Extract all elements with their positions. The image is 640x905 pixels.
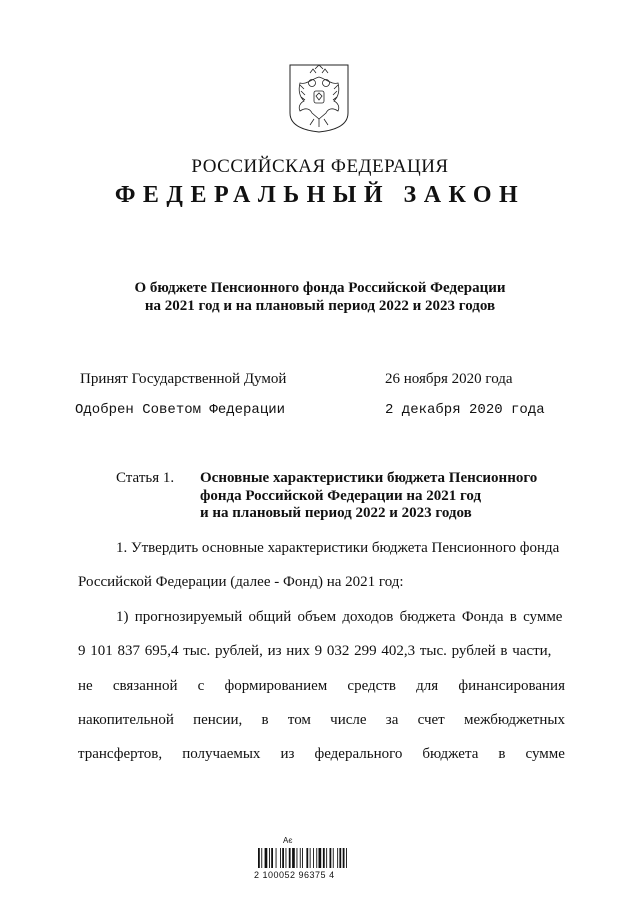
word: федерального — [314, 746, 403, 762]
word: связанной — [112, 678, 178, 694]
approved-date: 2 декабря 2020 года — [385, 402, 545, 418]
barcode-bar — [333, 848, 334, 868]
barcode-bar — [323, 848, 325, 868]
paragraph-2-line-1: 1) прогнозируемый общий объем доходов бюджета Фонда в сумме — [116, 609, 563, 625]
approved-label: Одобрен Советом Федерации — [75, 402, 286, 418]
word: пенсии, — [193, 712, 243, 728]
barcode-bar — [310, 848, 311, 868]
law-subject-line-1: О бюджете Пенсионного фонда Российской Федерации — [134, 280, 506, 296]
barcode-bar — [330, 848, 332, 868]
barcode-bar — [339, 848, 341, 868]
barcode-bar — [261, 848, 262, 868]
handwritten-mark: Ає — [283, 836, 293, 845]
barcode-bar — [286, 848, 287, 868]
word: накопительной — [78, 712, 174, 728]
word: бюджета — [422, 746, 479, 762]
word: с — [197, 678, 205, 694]
barcode-bar — [280, 848, 281, 868]
word: счет — [417, 712, 445, 728]
word: за — [385, 712, 399, 728]
barcode-bar — [306, 848, 308, 868]
word: для — [416, 678, 439, 694]
barcode-bar — [276, 848, 277, 868]
paragraph-2-line-5 — [78, 746, 565, 763]
barcode-bar — [326, 848, 327, 868]
word: трансфертов, — [78, 746, 163, 762]
word: числе — [330, 712, 367, 728]
barcode-bar — [300, 848, 301, 868]
law-subject-line-2: на 2021 год и на плановый период 2022 и 2023 годов — [144, 298, 496, 314]
country-name: РОССИЙСКАЯ ФЕДЕРАЦИЯ — [191, 156, 449, 177]
law-title: ФЕДЕРАЛЬНЫЙ ЗАКОН — [114, 182, 526, 208]
barcode-bar — [319, 848, 322, 868]
barcode-bar — [302, 848, 303, 868]
word: не — [78, 678, 93, 694]
barcode-bar — [282, 848, 284, 868]
coat-of-arms-icon — [288, 63, 350, 133]
paragraph-2-line-4 — [78, 712, 565, 729]
word: том — [287, 712, 311, 728]
word: сумме — [525, 746, 565, 762]
paragraph-1-line-1: 1. Утвердить основные характеристики бюджета Пенсионного фонда — [116, 540, 560, 556]
article-title-line-3: и на плановый период 2022 и 2023 годов — [200, 505, 472, 521]
barcode-bar — [346, 848, 347, 868]
article-title-line-2: фонда Российской Федерации на 2021 год — [200, 487, 482, 504]
word: средств — [347, 678, 396, 694]
paragraph-2-line-2: 9 101 837 695,4 тыс. рублей, из них 9 032 299 402,3 тыс. рублей в части, — [78, 643, 552, 659]
barcode-bar — [343, 848, 345, 868]
article-title — [200, 470, 570, 523]
barcode-bar — [269, 848, 270, 868]
barcode-bar — [313, 848, 314, 868]
word: получаемых — [182, 746, 261, 762]
word: межбюджетных — [463, 712, 565, 728]
article-title-line-1: Основные характеристики бюджета Пенсионного — [200, 470, 538, 486]
barcode-bar — [271, 848, 273, 868]
article-label: Статья 1. — [116, 470, 175, 486]
word: из — [280, 746, 295, 762]
adopted-label: Принят Государственной Думой — [80, 371, 287, 387]
word: в — [498, 746, 506, 762]
barcode-bar — [258, 848, 260, 868]
word: финансирования — [458, 678, 565, 694]
barcode-bar — [265, 848, 268, 868]
barcode-bar — [297, 848, 298, 868]
paragraph-1-line-2: Российской Федерации (далее - Фонд) на 2021 год: — [78, 574, 404, 590]
law-subject — [0, 279, 640, 315]
barcode-bar — [292, 848, 295, 868]
paragraph-2-line-3 — [78, 678, 565, 695]
word: формированием — [224, 678, 328, 694]
barcode-bar — [337, 848, 338, 868]
adopted-date: 26 ноября 2020 года — [385, 371, 513, 387]
word: в — [261, 712, 269, 728]
barcode-bar — [316, 848, 317, 868]
barcode-bar — [289, 848, 291, 868]
barcode-number: 2 100052 96375 4 — [254, 870, 335, 880]
